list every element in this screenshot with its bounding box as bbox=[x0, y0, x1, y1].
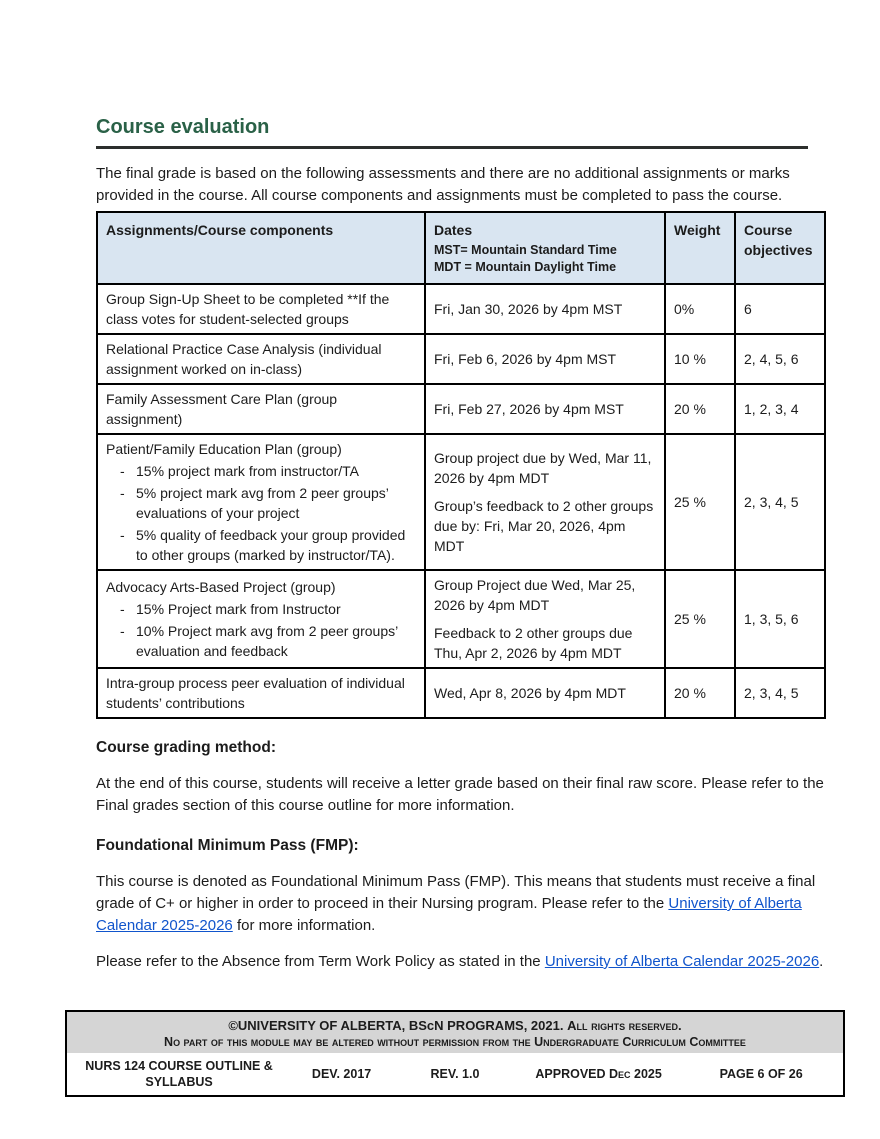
table-row bbox=[97, 668, 825, 718]
footer-permission-line: No part of this module may be altered without permission from the Undergraduate Curriculum Committee bbox=[164, 1035, 746, 1049]
page-title: Course evaluation bbox=[96, 116, 270, 138]
heading-divider bbox=[96, 146, 808, 149]
col-header-dates bbox=[425, 212, 665, 284]
cell-dates: Fri, Jan 30, 2026 by 4pm MST bbox=[425, 284, 665, 334]
calendar-link[interactable]: University of Alberta Calendar 2025-2026 bbox=[544, 953, 820, 970]
fmp-text-after: for more information. bbox=[232, 917, 376, 934]
cell-component bbox=[97, 434, 425, 570]
bullet-item: - 10% Project mark avg from 2 peer groups’ evaluation and feedback bbox=[106, 621, 416, 661]
component-title: Advocacy Arts-Based Project (group) bbox=[106, 579, 336, 595]
cell-weight: 0% bbox=[665, 284, 735, 334]
footer-doc-title: NURS 124 COURSE OUTLINE & SYLLABUS bbox=[85, 1059, 273, 1089]
cell-weight: 20 % bbox=[665, 384, 735, 434]
table-row bbox=[97, 384, 825, 434]
cell-weight: 25 % bbox=[665, 570, 735, 668]
component-bullet-list bbox=[106, 461, 416, 565]
component-title: Patient/Family Education Plan (group) bbox=[106, 441, 342, 457]
footer-copyright-line bbox=[77, 1017, 833, 1034]
cell-component: Family Assessment Care Plan (group assignment) bbox=[97, 384, 425, 434]
course-evaluation-table bbox=[96, 211, 826, 719]
cell-dates bbox=[425, 570, 665, 668]
fmp-paragraph bbox=[96, 871, 824, 937]
footer-copyright-text: ©UNIVERSITY OF ALBERTA, BScN PROGRAMS, 2021. bbox=[228, 1018, 564, 1033]
bullet-item: - 5% quality of feedback your group provided to other groups (marked by instructor/TA). bbox=[106, 525, 416, 565]
cell-component: Relational Practice Case Analysis (individual assignment worked on in-class) bbox=[97, 334, 425, 384]
grading-method-paragraph: At the end of this course, students will receive a letter grade based on their final raw score. Please refer to the Final grades section of this course outline for more information. bbox=[96, 775, 824, 814]
cell-component bbox=[97, 570, 425, 668]
col-header-components: Assignments/Course components bbox=[97, 212, 425, 284]
footer-page-number: PAGE 6 OF 26 bbox=[719, 1067, 803, 1081]
col-header-objectives: Course objectives bbox=[735, 212, 825, 284]
fmp-heading: Foundational Minimum Pass (FMP): bbox=[96, 837, 359, 854]
cell-dates: Fri, Feb 6, 2026 by 4pm MST bbox=[425, 334, 665, 384]
cell-component: Group Sign-Up Sheet to be completed **If the class votes for student-selected groups bbox=[97, 284, 425, 334]
footer-copyright-block bbox=[67, 1012, 843, 1053]
cell-weight: 10 % bbox=[665, 334, 735, 384]
component-bullet-list bbox=[106, 599, 416, 661]
table-row bbox=[97, 284, 825, 334]
cell-dates: Fri, Feb 27, 2026 by 4pm MST bbox=[425, 384, 665, 434]
table-header-row bbox=[97, 212, 825, 284]
calendar-link[interactable]: University of Alberta Calendar 2025-2026 bbox=[96, 895, 802, 934]
absence-text-after: . bbox=[819, 953, 824, 970]
dates-header-mdt-note: MDT = Mountain Daylight Time bbox=[434, 260, 617, 274]
footer bbox=[65, 1010, 845, 1097]
cell-objectives: 2, 3, 4, 5 bbox=[735, 434, 825, 570]
dates-header-mst-note: MST= Mountain Standard Time bbox=[434, 243, 617, 257]
cell-objectives: 2, 4, 5, 6 bbox=[735, 334, 825, 384]
absence-text-before: Please refer to the Absence from Term Work Policy as stated in the bbox=[96, 953, 545, 970]
date-paragraph: Group’s feedback to 2 other groups due by: Fri, Mar 20, 2026, 4pm MDT bbox=[434, 498, 654, 554]
page-content bbox=[96, 116, 824, 987]
cell-objectives: 1, 3, 5, 6 bbox=[735, 570, 825, 668]
footer-meta-row bbox=[67, 1053, 843, 1095]
cell-objectives: 2, 3, 4, 5 bbox=[735, 668, 825, 718]
cell-objectives: 1, 2, 3, 4 bbox=[735, 384, 825, 434]
bullet-item: - 5% project mark avg from 2 peer groups’ evaluations of your project bbox=[106, 483, 416, 523]
intro-paragraph: The final grade is based on the following assessments and there are no additional assignments or marks provided in the course. All course components and assignments must be completed to pass the course. bbox=[96, 165, 790, 204]
footer-rights-text: All rights reserved. bbox=[567, 1018, 682, 1033]
bullet-item: - 15% Project mark from Instructor bbox=[106, 599, 416, 619]
grading-method-heading: Course grading method: bbox=[96, 739, 276, 756]
table-row bbox=[97, 334, 825, 384]
date-paragraph: Group project due by Wed, Mar 11, 2026 by 4pm MDT bbox=[434, 450, 652, 486]
cell-weight: 25 % bbox=[665, 434, 735, 570]
bullet-item: - 15% project mark from instructor/TA bbox=[106, 461, 416, 481]
table-row bbox=[97, 570, 825, 668]
cell-weight: 20 % bbox=[665, 668, 735, 718]
date-paragraph: Feedback to 2 other groups due Thu, Apr 2, 2026 by 4pm MDT bbox=[434, 625, 633, 661]
footer-revision: REV. 1.0 bbox=[430, 1067, 480, 1081]
col-header-weight: Weight bbox=[665, 212, 735, 284]
cell-component: Intra-group process peer evaluation of individual students’ contributions bbox=[97, 668, 425, 718]
table-row bbox=[97, 434, 825, 570]
footer-approved-date: APPROVED Dec 2025 bbox=[535, 1067, 662, 1081]
cell-dates: Wed, Apr 8, 2026 by 4pm MDT bbox=[425, 668, 665, 718]
absence-paragraph bbox=[96, 951, 824, 973]
cell-dates bbox=[425, 434, 665, 570]
date-paragraph: Group Project due Wed, Mar 25, 2026 by 4pm MDT bbox=[434, 577, 636, 613]
cell-objectives: 6 bbox=[735, 284, 825, 334]
footer-dev-date: DEV. 2017 bbox=[311, 1067, 372, 1081]
dates-header-title: Dates bbox=[434, 222, 473, 238]
fmp-text-before: This course is denoted as Foundational Minimum Pass (FMP). This means that students must receive a final grade of C+ or higher in order to proceed in their Nursing program. Please refer to the bbox=[96, 873, 816, 912]
